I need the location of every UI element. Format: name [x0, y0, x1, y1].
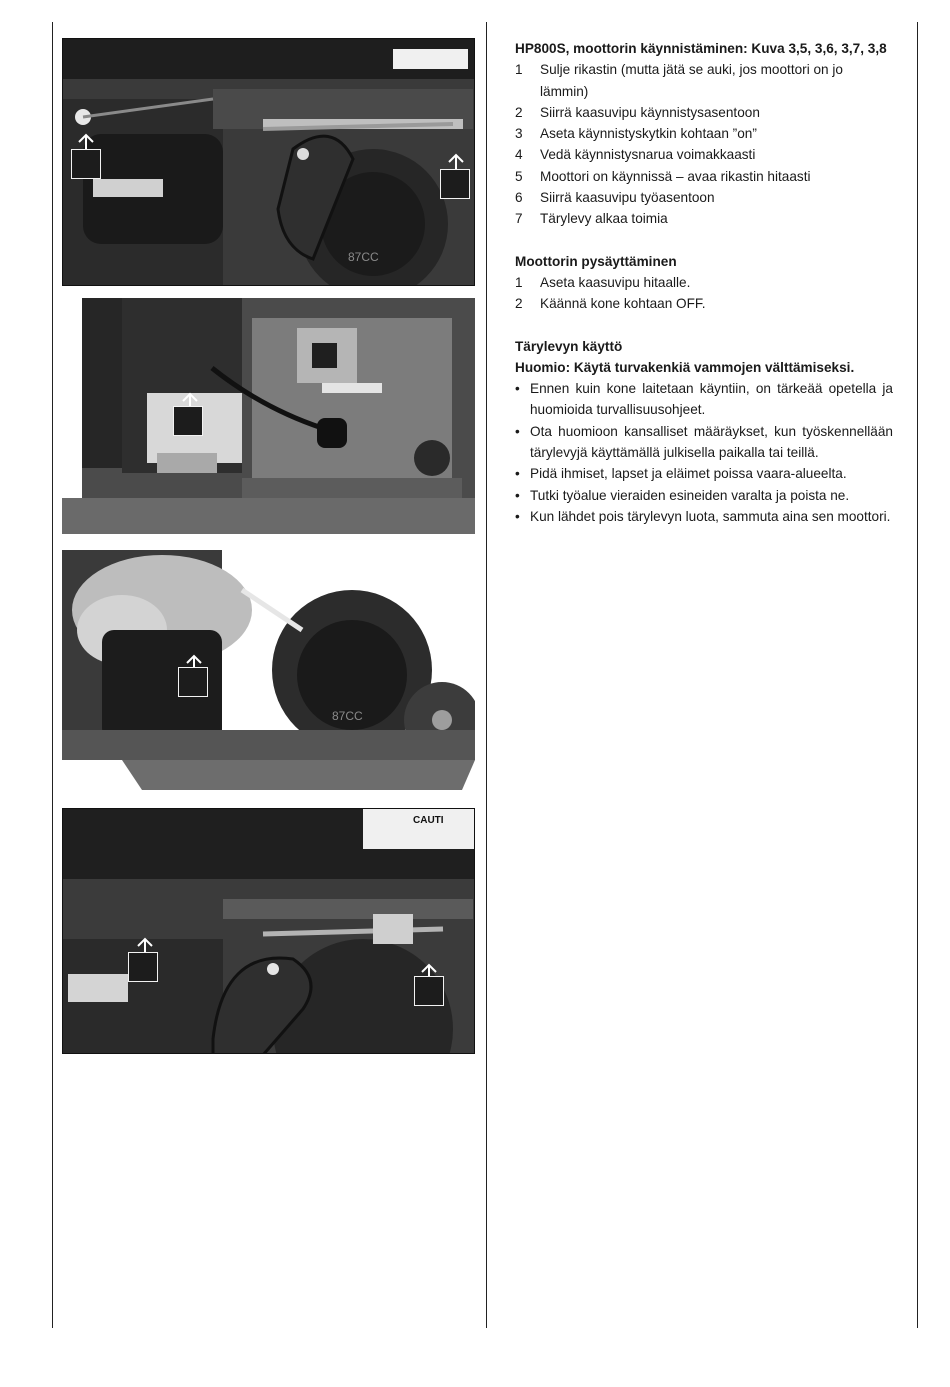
list-item: • Ennen kuin kone laitetaan käyntiin, on tärkeää opetella ja huomioida turvallisuusohjeet. [515, 381, 893, 418]
list-item: • Pidä ihmiset, lapset ja eläimet poissa vaara-alueelta. [515, 466, 847, 482]
callout-marker [440, 169, 470, 199]
figure-column [62, 38, 475, 1054]
callout-marker [414, 976, 444, 1006]
callout-marker [128, 952, 158, 982]
callout-marker [71, 149, 101, 179]
list-item: 2 Käännä kone kohtaan OFF. [515, 296, 706, 312]
photo-ignition-switch-image [62, 298, 475, 534]
starting-heading: HP800S, moottorin käynnistäminen: Kuva 3,5, 3,6, 3,7, 3,8 [515, 41, 887, 56]
starting-steps-list [515, 59, 893, 229]
instruction-text-column [515, 38, 893, 527]
usage-bullet-list [515, 378, 893, 527]
photo-starter-cord [62, 550, 475, 798]
photo-choke-throttle [62, 38, 475, 286]
photo-choke-throttle-image [63, 39, 475, 286]
list-item: 5 Moottori on käynnissä – avaa rikastin hitaasti [515, 168, 811, 184]
callout-marker [178, 667, 208, 697]
list-item: • Kun lähdet pois tärylevyn luota, sammuta aina sen moottori. [515, 508, 891, 524]
list-item: • Ota huomioon kansalliset määräykset, kun työskennellään tärylevyjä käyttämällä julkisella paikalla tai teillä. [515, 423, 893, 461]
stopping-heading: Moottorin pysäyttäminen [515, 253, 677, 269]
right-margin-rule [917, 22, 918, 1328]
list-item: 1 Aseta kaasuvipu hitaalle. [515, 274, 691, 290]
list-item: 1 Sulje rikastin (mutta jätä se auki, jos moottori on jo lämmin) [515, 62, 843, 99]
list-item: • Tutki työalue vieraiden esineiden varalta ja poista ne. [515, 487, 850, 503]
list-item: 4 Vedä käynnistysnarua voimakkaasti [515, 147, 756, 163]
engine-badge-label: 87CC [332, 709, 363, 723]
list-item: 6 Siirrä kaasuvipu työasentoon [515, 190, 715, 206]
safety-note: Huomio: Käytä turvakenkiä vammojen välttämiseksi. [515, 359, 855, 375]
usage-heading: Tärylevyn käyttö [515, 338, 623, 354]
callout-marker [173, 406, 203, 436]
list-item: 7 Tärylevy alkaa toimia [515, 211, 668, 227]
left-margin-rule [52, 22, 53, 1328]
column-divider [486, 22, 487, 1328]
engine-badge-label: 87CC [348, 250, 379, 264]
list-item: 3 Aseta käynnistyskytkin kohtaan ”on” [515, 126, 757, 142]
photo-choke-open-throttle-run-image [63, 809, 475, 1054]
caution-label: CAUTI [413, 815, 444, 826]
list-item: 2 Siirrä kaasuvipu käynnistysasentoon [515, 104, 760, 120]
photo-choke-open-throttle-run [62, 808, 475, 1054]
photo-starter-cord-image [62, 550, 475, 798]
stopping-steps-list [515, 272, 893, 315]
photo-ignition-switch [62, 298, 475, 534]
